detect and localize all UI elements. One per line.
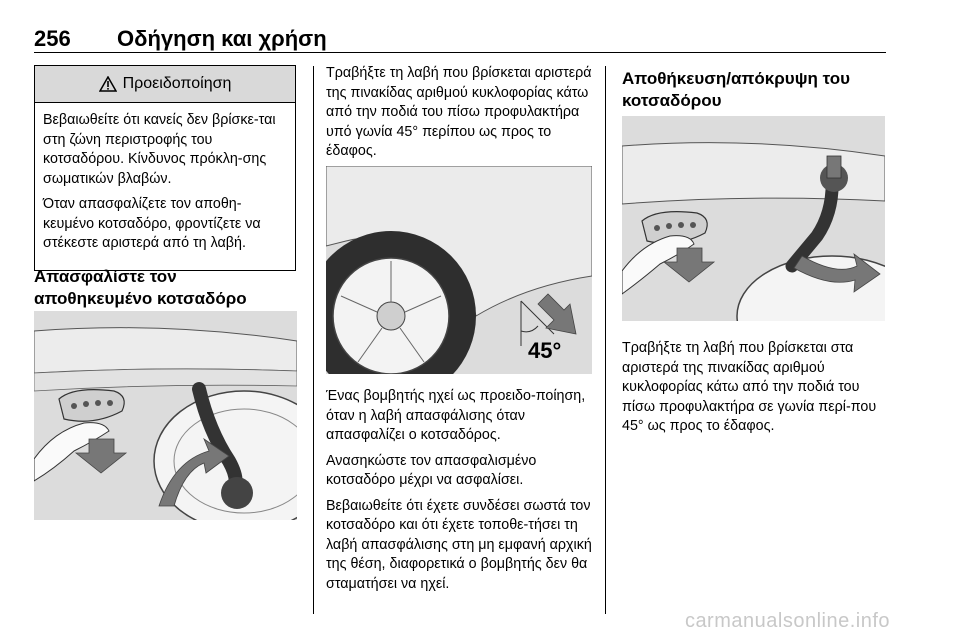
warning-paragraph: Βεβαιωθείτε ότι κανείς δεν βρίσκε-ται στη ζώνη περιστροφής του κοτσαδόρου. Κίνδυνος πρόκλη-σης σωματικών βλαβών. — [43, 112, 276, 187]
middle-paragraphs — [326, 387, 598, 600]
middle-paragraph: Ανασηκώστε τον απασφαλισμένο κοτσαδόρο μέχρι να ασφαλίσει. — [326, 452, 537, 488]
warning-title: Προειδοποίηση — [122, 75, 232, 92]
chapter-title: Οδήγηση και χρήση — [117, 26, 327, 51]
page-number: 256 — [34, 26, 71, 51]
right-section-heading: Αποθήκευση/απόκρυψη του κοτσαδόρου — [622, 69, 851, 110]
column-divider-right — [605, 66, 606, 614]
middle-paragraph: Βεβαιωθείτε ότι έχετε συνδέσει σωστά τον κοτσαδόρο και ότι έχετε τοποθε-τήσει τη λαβή απασφάλισης στη μη εμφανή αρχική της θέση, διαφορετικά ο βομβητής δεν θα σταματήσει να ηχεί. — [326, 497, 592, 592]
warning-paragraph: Όταν απασφαλίζετε τον αποθη-κευμένο κοτσαδόρο, φροντίζετε να στέκεστε αριστερά από τη λαβή. — [43, 196, 261, 251]
watermark: carmanualsonline.info — [684, 610, 890, 632]
left-section-heading: Απασφαλίστε τον αποθηκευμένο κοτσαδόρο — [34, 267, 247, 308]
page-header — [34, 22, 886, 53]
illustration-stow-towbar — [622, 116, 885, 321]
column-divider-left — [313, 66, 314, 614]
right-paragraph: Τραβήξτε τη λαβή που βρίσκεται στα αριστερά της πινακίδας αριθμού κυκλοφορίας κάτω από την ποδιά του πίσω προφυλακτήρα σε γωνία περί-που 45° ως προς το έδαφος. — [622, 340, 877, 434]
warning-header — [35, 66, 295, 103]
middle-paragraph: Ένας βομβητής ηχεί ως προειδο-ποίηση, όταν η λαβή απασφάλισης όταν απασφαλίζει ο κοτσαδόρος. — [326, 388, 586, 443]
middle-intro-paragraph — [326, 64, 598, 168]
middle-intro-text: Τραβήξτε τη λαβή που βρίσκεται αριστερά της πινακίδας αριθμού κυκλοφορίας κάτω από την ποδιά του πίσω προφυλακτήρα υπό γωνία 45° περίπου ως προς το έδαφος. — [326, 65, 592, 159]
angle-label: 45° — [528, 338, 562, 363]
warning-box — [34, 65, 296, 271]
right-paragraph-block — [622, 339, 888, 443]
illustration-unlock-towbar — [34, 311, 297, 520]
warning-triangle-icon — [99, 76, 117, 92]
warning-body — [35, 103, 295, 254]
illustration-handle-45-degrees — [326, 166, 592, 374]
